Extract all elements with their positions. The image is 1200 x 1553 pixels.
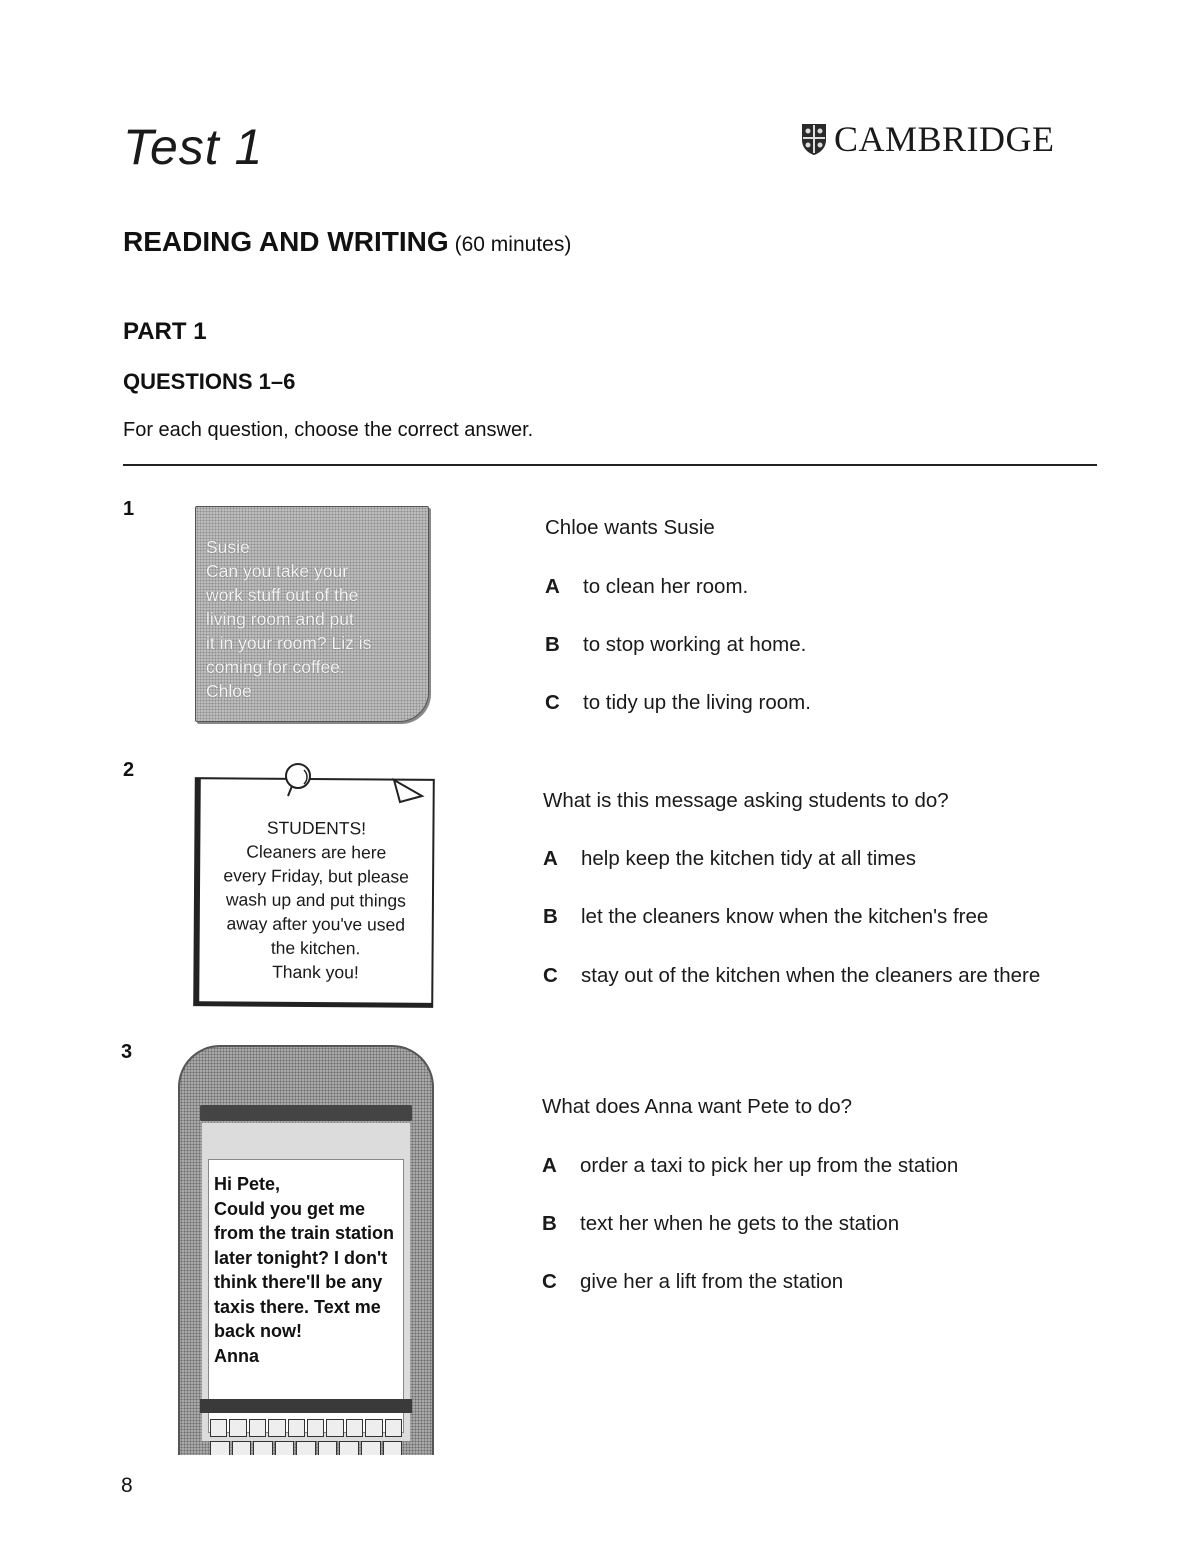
option-3b[interactable] bbox=[542, 1212, 899, 1236]
message-line: Anna bbox=[214, 1345, 259, 1366]
message-line: the kitchen. bbox=[270, 937, 361, 959]
notice-paper bbox=[193, 777, 435, 1008]
phone-status-bar bbox=[200, 1105, 412, 1121]
option-text: give her a lift from the station bbox=[580, 1270, 844, 1293]
option-1c[interactable] bbox=[545, 691, 811, 715]
option-letter: A bbox=[542, 1154, 557, 1177]
message-line: think there'll be any bbox=[214, 1272, 383, 1292]
question-number-2: 2 bbox=[123, 759, 135, 781]
sticky-note-text bbox=[206, 535, 420, 703]
option-letter: B bbox=[545, 633, 560, 656]
brand-name: CAMBRIDGE bbox=[834, 119, 1055, 159]
question-stem-3: What does Anna want Pete to do? bbox=[542, 1095, 852, 1118]
message-line: Thank you! bbox=[272, 961, 359, 983]
option-2a[interactable] bbox=[543, 847, 916, 871]
part-title: PART 1 bbox=[123, 318, 207, 345]
message-line: Hi Pete, bbox=[214, 1174, 281, 1194]
message-line: Susie bbox=[206, 537, 250, 557]
instruction: For each question, choose the correct answer. bbox=[123, 419, 534, 441]
option-letter: C bbox=[543, 964, 558, 987]
option-text: to tidy up the living room. bbox=[583, 691, 811, 714]
message-line: later tonight? I don't bbox=[214, 1247, 388, 1268]
text-message bbox=[214, 1172, 399, 1368]
question-stem-2: What is this message asking students to do? bbox=[543, 789, 949, 812]
option-text: order a taxi to pick her up from the station bbox=[580, 1154, 959, 1177]
pushpin-icon bbox=[278, 760, 318, 800]
message-line: from the train station bbox=[214, 1223, 395, 1243]
question-number-3: 3 bbox=[121, 1041, 133, 1063]
message-line: coming for coffee. bbox=[206, 657, 345, 677]
section-title-text: READING AND WRITING bbox=[123, 226, 449, 257]
sticky-note-message bbox=[195, 506, 429, 722]
message-line: work stuff out of the bbox=[206, 585, 359, 605]
questions-range: QUESTIONS 1–6 bbox=[123, 369, 296, 394]
phone-message bbox=[178, 1045, 434, 1455]
option-letter: C bbox=[542, 1270, 557, 1293]
option-text: let the cleaners know when the kitchen's free bbox=[581, 905, 989, 928]
keyboard-toolbar bbox=[200, 1399, 412, 1413]
message-line: back now! bbox=[214, 1321, 303, 1341]
question-stem-1: Chloe wants Susie bbox=[545, 516, 715, 539]
curled-corner-icon bbox=[392, 776, 426, 806]
keyboard-row bbox=[210, 1419, 402, 1437]
option-text: help keep the kitchen tidy at all times bbox=[581, 847, 917, 870]
phone-screen bbox=[202, 1123, 410, 1441]
option-letter: B bbox=[542, 1212, 557, 1235]
message-line: Could you get me bbox=[214, 1198, 366, 1219]
message-line: every Friday, but please bbox=[223, 865, 409, 887]
message-line: living room and put bbox=[206, 609, 354, 629]
option-3c[interactable] bbox=[542, 1270, 843, 1294]
section-title bbox=[123, 226, 571, 258]
message-line: STUDENTS! bbox=[266, 817, 367, 839]
keyboard-row bbox=[210, 1441, 402, 1455]
option-text: to clean her room. bbox=[583, 575, 749, 598]
question-number-1: 1 bbox=[123, 498, 135, 520]
option-letter: B bbox=[543, 905, 558, 928]
option-1a[interactable] bbox=[545, 575, 748, 599]
notice-text bbox=[199, 815, 432, 985]
message-line: taxis there. Text me bbox=[214, 1296, 381, 1317]
test-title: Test 1 bbox=[123, 119, 264, 175]
message-line: Can you take your bbox=[206, 561, 349, 581]
option-text: to stop working at home. bbox=[583, 633, 807, 656]
option-text: text her when he gets to the station bbox=[580, 1212, 900, 1235]
option-2b[interactable] bbox=[543, 905, 988, 929]
option-letter: A bbox=[545, 575, 560, 598]
shield-icon bbox=[800, 122, 828, 156]
section-duration: (60 minutes) bbox=[454, 233, 572, 256]
option-letter: C bbox=[545, 691, 560, 714]
message-line: Cleaners are here bbox=[246, 841, 387, 863]
message-line: away after you've used bbox=[226, 913, 406, 935]
text-message-bubble bbox=[208, 1159, 404, 1433]
cambridge-logo bbox=[800, 118, 1055, 160]
message-line: it in your room? Liz is bbox=[206, 633, 372, 653]
message-line: wash up and put things bbox=[225, 889, 407, 911]
divider bbox=[123, 464, 1097, 466]
page-number: 8 bbox=[121, 1474, 133, 1497]
option-1b[interactable] bbox=[545, 633, 806, 657]
message-line: Chloe bbox=[206, 681, 252, 701]
option-2c[interactable] bbox=[543, 964, 1040, 988]
option-3a[interactable] bbox=[542, 1154, 958, 1178]
pinned-notice bbox=[182, 760, 440, 1012]
option-text: stay out of the kitchen when the cleaners are there bbox=[581, 964, 1041, 987]
option-letter: A bbox=[543, 847, 558, 870]
